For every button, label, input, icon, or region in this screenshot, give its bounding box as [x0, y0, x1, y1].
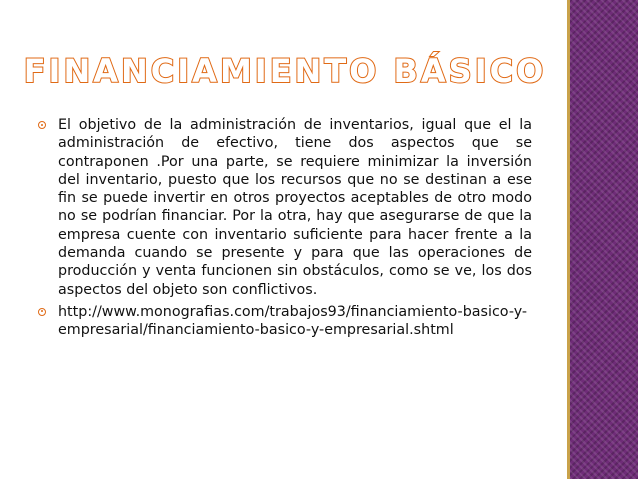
bullet-list — [38, 116, 532, 344]
bullet-item-link — [38, 303, 532, 340]
circle-bullet-icon — [38, 121, 46, 129]
bullet-item-paragraph — [38, 116, 532, 299]
slide-title: FINANCIAMIENTO BÁSICO — [23, 52, 547, 90]
bullet-text: El objetivo de la administración de inventarios, igual que el la administración de efectivo, tiene dos aspectos que se contraponen .Por una parte, se requiere minimizar la inversión del inventario, puesto que los recursos que no se destinan a ese fin se puede invertir en otros proyectos aceptables de otro modo no se podrían financiar. Por la otra, hay que asegurarse de que la empresa cuente con inventario suficiente para hacer frente a la demanda cuando se presente y para que las operaciones de producción y venta funcionen sin obstáculos, como se ve, los dos aspectos del objeto son conflictivos. — [58, 117, 532, 298]
circle-bullet-icon — [38, 308, 46, 316]
decorative-sidebar — [570, 0, 638, 479]
source-url-text[interactable]: http://www.monografias.com/trabajos93/financiamiento-basico-y-empresarial/financiamiento-basico-y-empresarial.shtml — [58, 303, 528, 339]
